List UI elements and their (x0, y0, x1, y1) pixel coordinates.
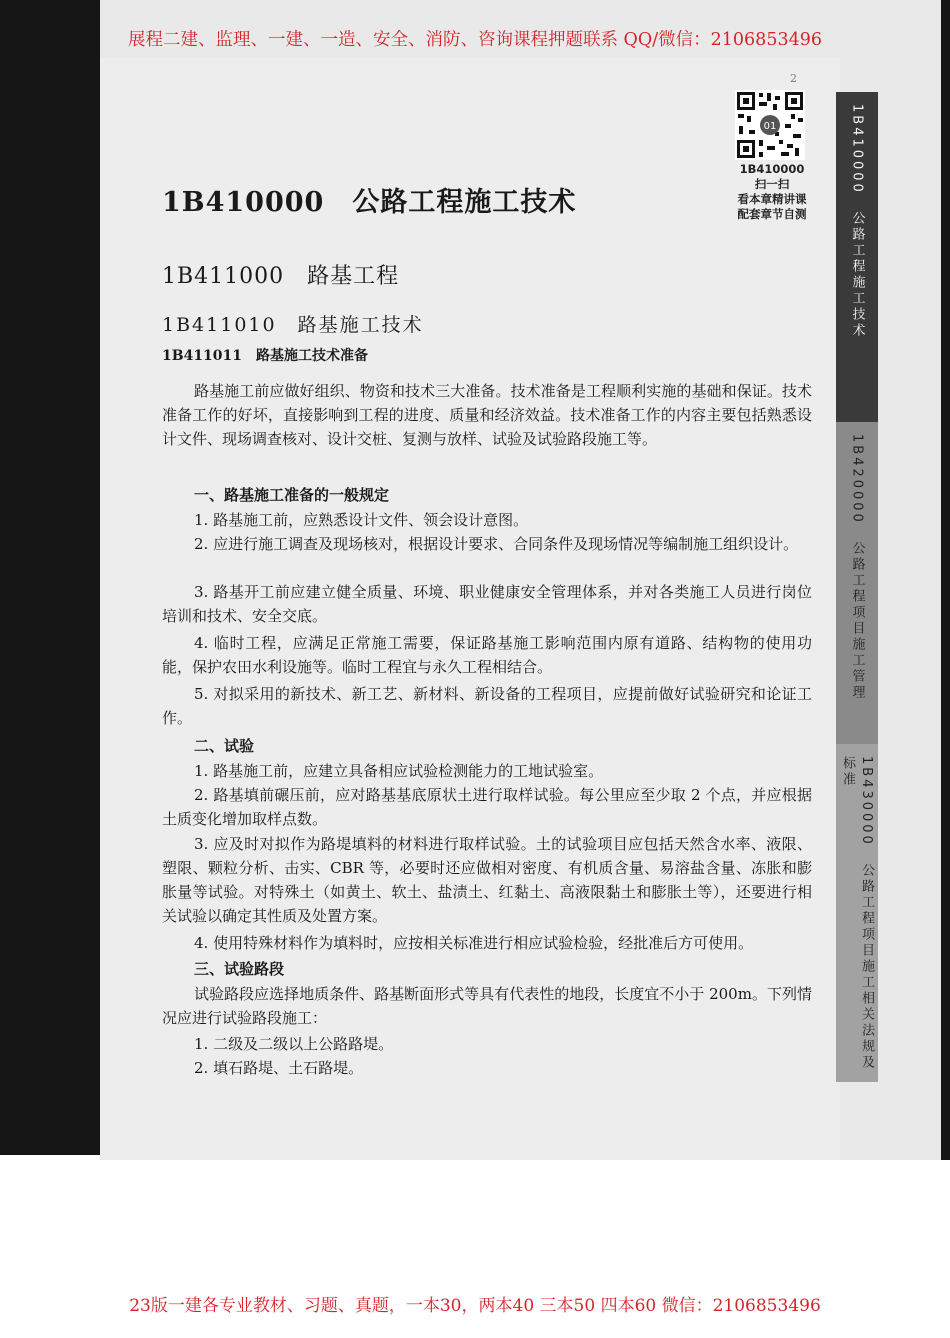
tab-label: 1B430000 公路工程项目施工相关法规及标准 (840, 756, 874, 1071)
tab-label: 1B410000 公路工程施工技术 (849, 104, 865, 339)
paragraph-1-5: 5. 对拟采用的新技术、新工艺、新材料、新设备的工程项目，应提前做好试验研究和论证工作。 (162, 685, 812, 727)
qr-caption (718, 162, 826, 222)
paragraph-1-4: 4. 临时工程，应满足正常施工需要，保证路基施工影响范围内原有道路、结构物的使用功能，保护农田水利设施等。临时工程宜与永久工程相结合。 (162, 634, 812, 676)
chapter-title: 1B410000 公路工程施工技术 (162, 187, 577, 218)
paragraph-2-2: 2. 路基填前碾压前，应对路基基底原状土进行取样试验。每公里应至少取 2 个点，并应根据土质变化增加取样点数。 (162, 786, 812, 828)
top-ad-banner: 展程二建、监理、一建、一造、安全、消防、咨询课程押题联系 QQ/微信：2106853496 (128, 30, 822, 50)
scan-dark-border (0, 0, 100, 1155)
item-title: 1B411011 路基施工技术准备 (162, 348, 369, 364)
scan-right-border (941, 0, 950, 1160)
paragraph-3-1: 1. 二级及二级以上公路路堤。 (194, 1035, 394, 1053)
paragraph-2-1: 1. 路基施工前，应建立具备相应试验检测能力的工地试验室。 (194, 762, 604, 780)
bottom-ad-banner: 23版一建各专业教材、习题、真题，一本30，两本40 三本50 四本60 微信：2106853496 (129, 1296, 821, 1316)
qr-caption-lecture: 看本章精讲课 (737, 192, 807, 206)
paragraph-1-3: 3. 路基开工前应建立健全质量、环境、职业健康安全管理体系，并对各类施工人员进行岗位培训和技术、安全交底。 (162, 583, 812, 625)
paragraph-1-2: 2. 应进行施工调查及现场核对，根据设计要求、合同条件及现场情况等编制施工组织设计。 (194, 535, 799, 553)
heading-general-rules: 一、路基施工准备的一般规定 (194, 486, 390, 504)
tab-project-management[interactable] (836, 422, 878, 744)
qr-code-icon (735, 90, 805, 160)
paragraph-3-2: 2. 填石路堤、土石路堤。 (194, 1059, 364, 1077)
paragraph-1-1: 1. 路基施工前，应熟悉设计文件、领会设计意图。 (194, 511, 529, 529)
qr-badge: 01 (763, 121, 777, 132)
section-title: 1B411000 路基工程 (162, 264, 400, 289)
tab-construction-technology[interactable] (836, 92, 878, 422)
tab-label: 1B420000 公路工程项目施工管理 (849, 434, 865, 701)
paragraph-2-3: 3. 应及时对拟作为路堤填料的材料进行取样试验。土的试验项目应包括天然含水率、液限、塑限、颗粒分析、击实、CBR 等，必要时还应做相对密度、有机质含量、易溶盐含量、冻胀和膨胀量等试验。对特殊土（如黄土、软土、盐渍土、红黏土、高液限黏土和膨胀土等），还要进行相关试验以确定其性质及处置方案。 (162, 835, 812, 925)
qr-code (735, 90, 805, 160)
qr-caption-test: 配套章节自测 (737, 207, 807, 221)
page-number: 2 (790, 72, 798, 85)
heading-test-section: 三、试验路段 (194, 960, 285, 978)
tab-regulations-standards[interactable] (836, 744, 878, 1082)
qr-caption-scan: 扫一扫 (754, 177, 790, 191)
paragraph-2-4: 4. 使用特殊材料作为填料时，应按相关标准进行相应试验检验，经批准后方可使用。 (194, 934, 754, 952)
subsection-title: 1B411010 路基施工技术 (162, 314, 424, 336)
intro-paragraph: 路基施工前应做好组织、物资和技术三大准备。技术准备是工程顺利实施的基础和保证。技术准备工作的好坏，直接影响到工程的进度、质量和经济效益。技术准备工作的内容主要包括熟悉设计文件、现场调查核对、设计交桩、复测与放样、试验及试验路段施工等。 (162, 382, 812, 448)
heading-tests: 二、试验 (194, 737, 255, 755)
paragraph-3-intro: 试验路段应选择地质条件、路基断面形式等具有代表性的地段，长度宜不小于 200m。下列情况应进行试验路段施工： (162, 985, 812, 1027)
qr-caption-code: 1B410000 (739, 162, 805, 176)
